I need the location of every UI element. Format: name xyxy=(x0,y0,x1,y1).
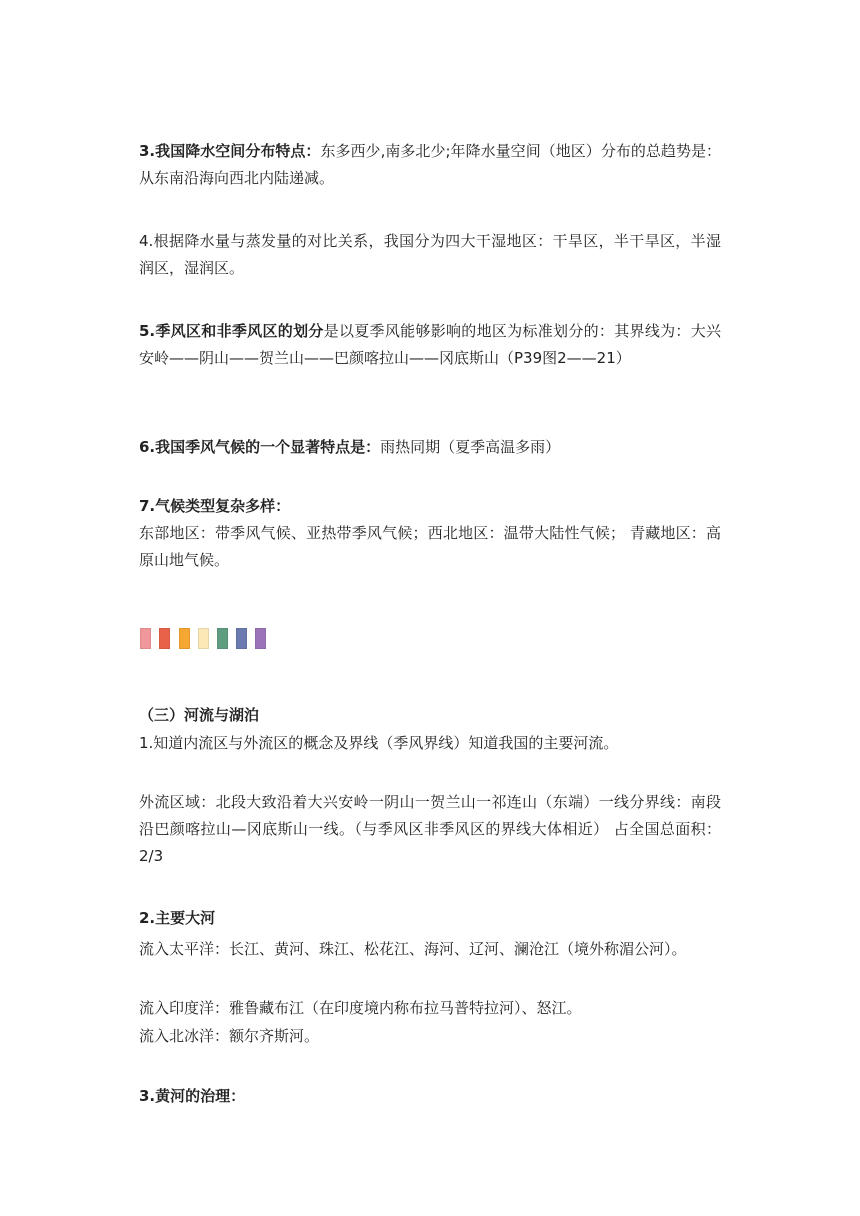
point-7-text: 东部地区：带季风气候、亚热带季风气候；西北地区：温带大陆性气候； 青藏地区：高原山地气候。 xyxy=(139,524,721,569)
point-6 xyxy=(139,434,721,461)
point-5-text: 是以夏季风能够影响的地区为标准划分的：其界线为：大兴安岭——阴山——贺兰山——巴颜喀拉山——冈底斯山（P39图2——21） xyxy=(139,322,721,367)
point-7-heading: 7.气候类型复杂多样： xyxy=(139,497,291,515)
rivers-arctic: 流入北冰洋：额尔齐斯河。 xyxy=(139,1027,320,1045)
swatch xyxy=(179,628,190,649)
swatch xyxy=(217,628,228,649)
swatch xyxy=(236,628,247,649)
point-4-text: 4.根据降水量与蒸发量的对比关系，我国分为四大干湿地区：干旱区，半干旱区，半湿润区，湿润区。 xyxy=(139,232,721,277)
point-6-text: 雨热同期（夏季高温多雨） xyxy=(380,438,561,456)
point-5 xyxy=(139,318,721,372)
point-3-heading: 3.我国降水空间分布特点： xyxy=(139,142,321,160)
rivers-pacific: 流入太平洋：长江、黄河、珠江、松花江、海河、辽河、澜沧江（境外称湄公河）。 xyxy=(139,940,687,958)
swatch xyxy=(159,628,170,649)
rivers-heading: 2.主要大河 xyxy=(139,909,216,927)
yellow-river-heading: 3.黄河的治理： xyxy=(139,1087,246,1105)
swatch xyxy=(198,628,209,649)
point-6-heading: 6.我国季风气候的一个显著特点是： xyxy=(139,438,381,456)
section-title: （三）河流与湖泊 xyxy=(139,706,260,724)
section-point-1: 1.知道内流区与外流区的概念及界线（季风界线）知道我国的主要河流。 xyxy=(139,734,619,752)
outflow-area: 外流区域：北段大致沿着大兴安岭一阴山一贺兰山一祁连山（东端）一线分界线：南段沿巴颜喀拉山—冈底斯山一线。（与季风区非季风区的界线大体相近） 占全国总面积：2/3 xyxy=(139,793,721,865)
point-3-text: 东多西少,南多北少;年降水量空间（地区）分布的总趋势是：从东南沿海向西北内陆递减。 xyxy=(139,142,722,187)
swatch xyxy=(255,628,266,649)
point-3 xyxy=(139,138,721,192)
swatch xyxy=(140,628,151,649)
point-5-heading: 5.季风区和非季风区的划分 xyxy=(139,322,324,340)
point-4 xyxy=(139,228,721,282)
rivers-indian: 流入印度洋：雅鲁藏布江（在印度境内称布拉马普特拉河）、怒江。 xyxy=(139,999,582,1017)
